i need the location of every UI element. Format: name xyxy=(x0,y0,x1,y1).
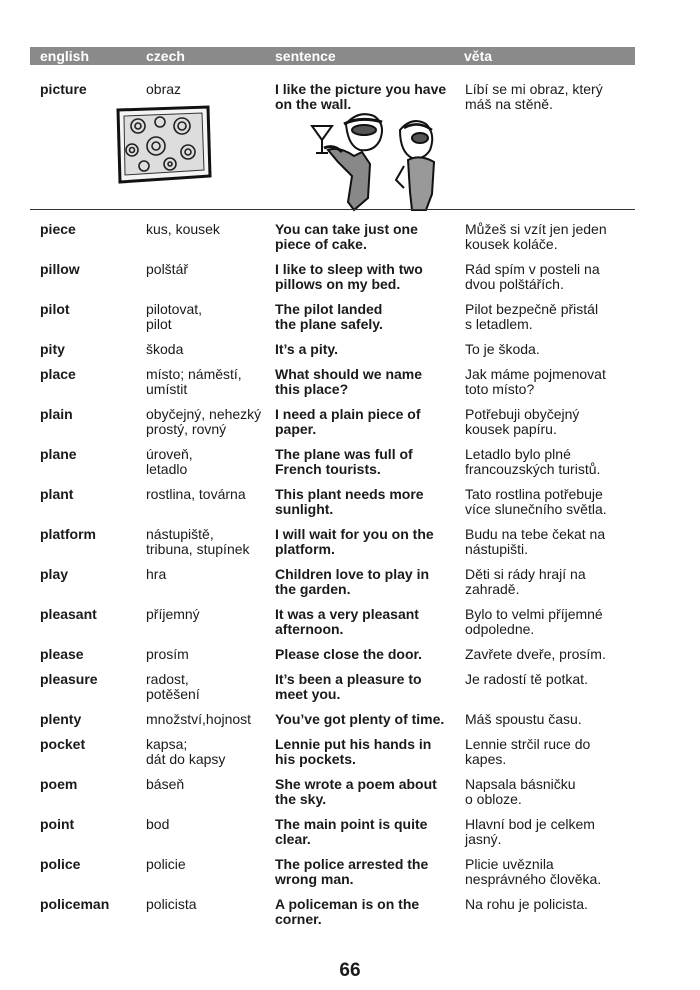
word: pleasant xyxy=(40,606,97,622)
two-people-wine-illustration xyxy=(308,106,448,212)
framed-picture-illustration xyxy=(110,104,214,184)
sentence: The plane was full of French tourists. xyxy=(275,446,413,477)
sentence: It’s been a pleasure to meet you. xyxy=(275,671,422,702)
sentence: It was a very pleasant afternoon. xyxy=(275,606,419,637)
veta: Letadlo bylo plné francouzských turistů. xyxy=(465,446,601,477)
czech: množství,hojnost xyxy=(146,711,252,727)
czech: bod xyxy=(146,816,170,832)
czech: obyčejný, nehezký prostý, rovný xyxy=(146,406,262,437)
featured-word: picture xyxy=(40,81,87,97)
header-sentence: sentence xyxy=(275,48,336,64)
word: point xyxy=(40,816,75,832)
veta: Potřebuji obyčejný kousek papíru. xyxy=(465,406,580,437)
sentence: What should we name this place? xyxy=(275,366,423,397)
word: pocket xyxy=(40,736,86,752)
veta: Hlavní bod je celkem jasný. xyxy=(465,816,595,847)
sentence: I need a plain piece of paper. xyxy=(275,406,421,437)
word: pleasure xyxy=(40,671,98,687)
czech: místo; náměstí, umístit xyxy=(146,366,242,397)
sentence: You can take just one piece of cake. xyxy=(275,221,418,252)
sentence: Please close the door. xyxy=(275,646,423,662)
sentence: I like to sleep with two pillows on my bed. xyxy=(275,261,423,292)
featured-sentence: I like the picture you have on the wall. xyxy=(275,81,447,112)
czech: kus, kousek xyxy=(146,221,220,237)
word: pity xyxy=(40,341,65,357)
word: police xyxy=(40,856,81,872)
word: platform xyxy=(40,526,96,542)
sentence: The pilot landed the plane safely. xyxy=(275,301,383,332)
page-number: 66 xyxy=(339,960,361,981)
sentence: Lennie put his hands in his pockets. xyxy=(275,736,432,767)
veta: Zavřete dveře, prosím. xyxy=(465,646,606,662)
sentence: The main point is quite clear. xyxy=(275,816,428,847)
word: pillow xyxy=(40,261,80,277)
veta: Napsala básničku o obloze. xyxy=(465,776,576,807)
word: plant xyxy=(40,486,74,502)
czech: nástupiště, tribuna, stupínek xyxy=(146,526,250,557)
header-english: english xyxy=(40,48,90,64)
featured-veta: Líbí se mi obraz, který máš na stěně. xyxy=(465,81,603,112)
czech: škoda xyxy=(146,341,184,357)
table-header xyxy=(30,47,635,65)
czech: policista xyxy=(146,896,197,912)
veta: Tato rostlina potřebuje více slunečního světla. xyxy=(465,486,607,517)
header-veta: věta xyxy=(464,48,493,64)
czech: kapsa; dát do kapsy xyxy=(146,736,226,767)
sentence: A policeman is on the corner. xyxy=(275,896,420,927)
veta: Bylo to velmi příjemné odpoledne. xyxy=(465,606,603,637)
veta: Máš spoustu času. xyxy=(465,711,582,727)
word: plane xyxy=(40,446,77,462)
veta: Lennie strčil ruce do kapes. xyxy=(465,736,591,767)
czech: rostlina, továrna xyxy=(146,486,246,502)
veta: Plicie uvěznila nesprávného člověka. xyxy=(465,856,602,887)
veta: Děti si rády hrají na zahradě. xyxy=(465,566,586,597)
czech: hra xyxy=(146,566,167,582)
czech: polštář xyxy=(146,261,189,277)
veta: Můžeš si vzít jen jeden kousek koláče. xyxy=(465,221,607,252)
word: plain xyxy=(40,406,73,422)
veta: Jak máme pojmenovat toto místo? xyxy=(465,366,606,397)
sentence: This plant needs more sunlight. xyxy=(275,486,424,517)
word: play xyxy=(40,566,69,582)
sentence: It’s a pity. xyxy=(275,341,339,357)
czech: báseň xyxy=(146,776,185,792)
sentence: She wrote a poem about the sky. xyxy=(275,776,437,807)
czech: úroveň, letadlo xyxy=(146,446,193,477)
czech: policie xyxy=(146,856,186,872)
veta: Je radostí tě potkat. xyxy=(465,671,588,687)
word: place xyxy=(40,366,76,382)
veta: To je škoda. xyxy=(465,341,540,357)
sentence: Children love to play in the garden. xyxy=(275,566,430,597)
word: policeman xyxy=(40,896,110,912)
sentence: I will wait for you on the platform. xyxy=(275,526,434,557)
word: plenty xyxy=(40,711,82,727)
word: piece xyxy=(40,221,76,237)
czech: radost, potěšení xyxy=(146,671,200,702)
sentence: The police arrested the wrong man. xyxy=(275,856,429,887)
featured-czech: obraz xyxy=(146,81,182,97)
header-czech: czech xyxy=(146,48,185,64)
czech: pilotovat, pilot xyxy=(146,301,203,332)
czech: příjemný xyxy=(146,606,200,622)
veta: Budu na tebe čekat na nástupišti. xyxy=(465,526,606,557)
veta: Na rohu je policista. xyxy=(465,896,588,912)
word: pilot xyxy=(40,301,70,317)
section-divider xyxy=(30,209,635,210)
veta: Rád spím v posteli na dvou polštářích. xyxy=(465,261,600,292)
word: poem xyxy=(40,776,78,792)
czech: prosím xyxy=(146,646,189,662)
veta: Pilot bezpečně přistál s letadlem. xyxy=(465,301,599,332)
word: please xyxy=(40,646,84,662)
sentence: You’ve got plenty of time. xyxy=(275,711,445,727)
